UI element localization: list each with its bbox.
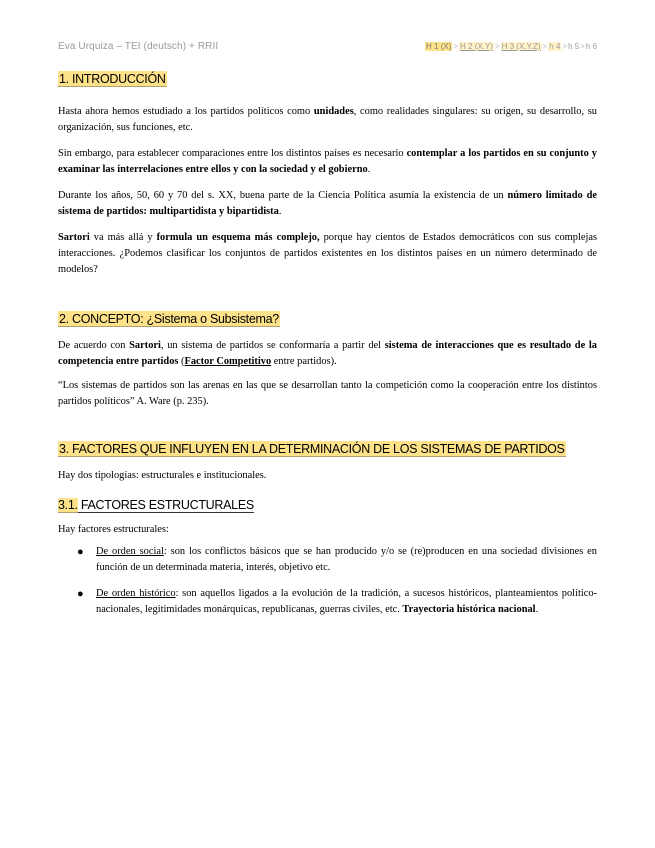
bullet-icon: ●	[77, 546, 84, 558]
legend-h1: H 1 (X)	[426, 42, 452, 51]
legend-h5: h 5	[568, 42, 580, 51]
document-body	[58, 70, 597, 618]
intro-paragraph-1: Hasta ahora hemos estudiado a los partidos políticos como unidades, como realidades singulares: su origen, su desarrollo, su organización, sus funciones, etc.	[58, 106, 597, 133]
section-3-heading: 3. FACTORES QUE INFLUYEN EN LA DETERMINACIÓN DE LOS SISTEMAS DE PARTIDOS	[59, 442, 565, 456]
subsection-3-1-heading: 3.1. FACTORES ESTRUCTURALES	[58, 498, 254, 512]
legend-h2: H 2 (X.Y)	[460, 42, 493, 51]
intro-paragraph-4: Sartori va más allá y formula un esquema más complejo, porque hay cientos de Estados democráticos con sus complejas interacciones. ¿Podemos clasificar los conjuntos de partidos existentes en los distintos países en un número determinado de modelos?	[58, 232, 597, 275]
list-item-historical: ● De orden histórico: son aquellos ligados a la evolución de la tradición, a sucesos históricos, planteamientos político-nacionales, legitimidades monárquicas, republicanas, guerras civiles, etc. Trayectoria histórica nacional.	[77, 588, 597, 615]
legend-h4: h 4	[549, 42, 561, 51]
section-2-heading: 2. CONCEPTO: ¿Sistema o Subsistema?	[59, 312, 279, 326]
typologies-paragraph: Hay dos tipologías: estructurales e institucionales.	[58, 470, 267, 481]
heading-legend: H 1 (X) > H 2 (X.Y) > H 3 (X.Y.Z) > h 4 >h 5>h 6	[426, 42, 597, 51]
header-author: Eva Urquiza – TEI (deutsch) + RRII	[58, 41, 219, 52]
intro-paragraph-3: Durante los años, 50, 60 y 70 del s. XX, buena parte de la Ciencia Política asumía la existencia de un número limitado de sistema de partidos: multipartidista y bipartidista.	[58, 190, 597, 217]
bullet-icon: ●	[77, 588, 84, 600]
concept-paragraph-1: De acuerdo con Sartori, un sistema de partidos se conformaría a partir del sistema de interacciones que es resultado de la competencia entre partidos (Factor Competitivo entre partidos).	[58, 340, 597, 367]
structural-factors-list	[58, 544, 597, 618]
ware-quote: “Los sistemas de partidos son las arenas en las que se desarrollan tanto la competición como la cooperación entre los distintos partidos políticos” A. Ware (p. 235).	[58, 380, 597, 407]
legend-h3: H 3 (X.Y.Z)	[501, 42, 541, 51]
structural-factors-intro: Hay factores estructurales:	[58, 524, 169, 535]
intro-paragraph-2: Sin embargo, para establecer comparaciones entre los distintos países es necesario contemplar a los partidos en su conjunto y examinar las interrelaciones entre ellos y con la sociedad y el gobierno.	[58, 148, 597, 175]
section-1-heading: 1. INTRODUCCIÓN	[59, 72, 166, 86]
list-item-social: ● De orden social: son los conflictos básicos que se han producido y/o se (re)producen en una sociedad divisiones en función de un determinada materia, interés, objetivo etc.	[77, 546, 597, 573]
legend-h6: h 6	[585, 42, 597, 51]
